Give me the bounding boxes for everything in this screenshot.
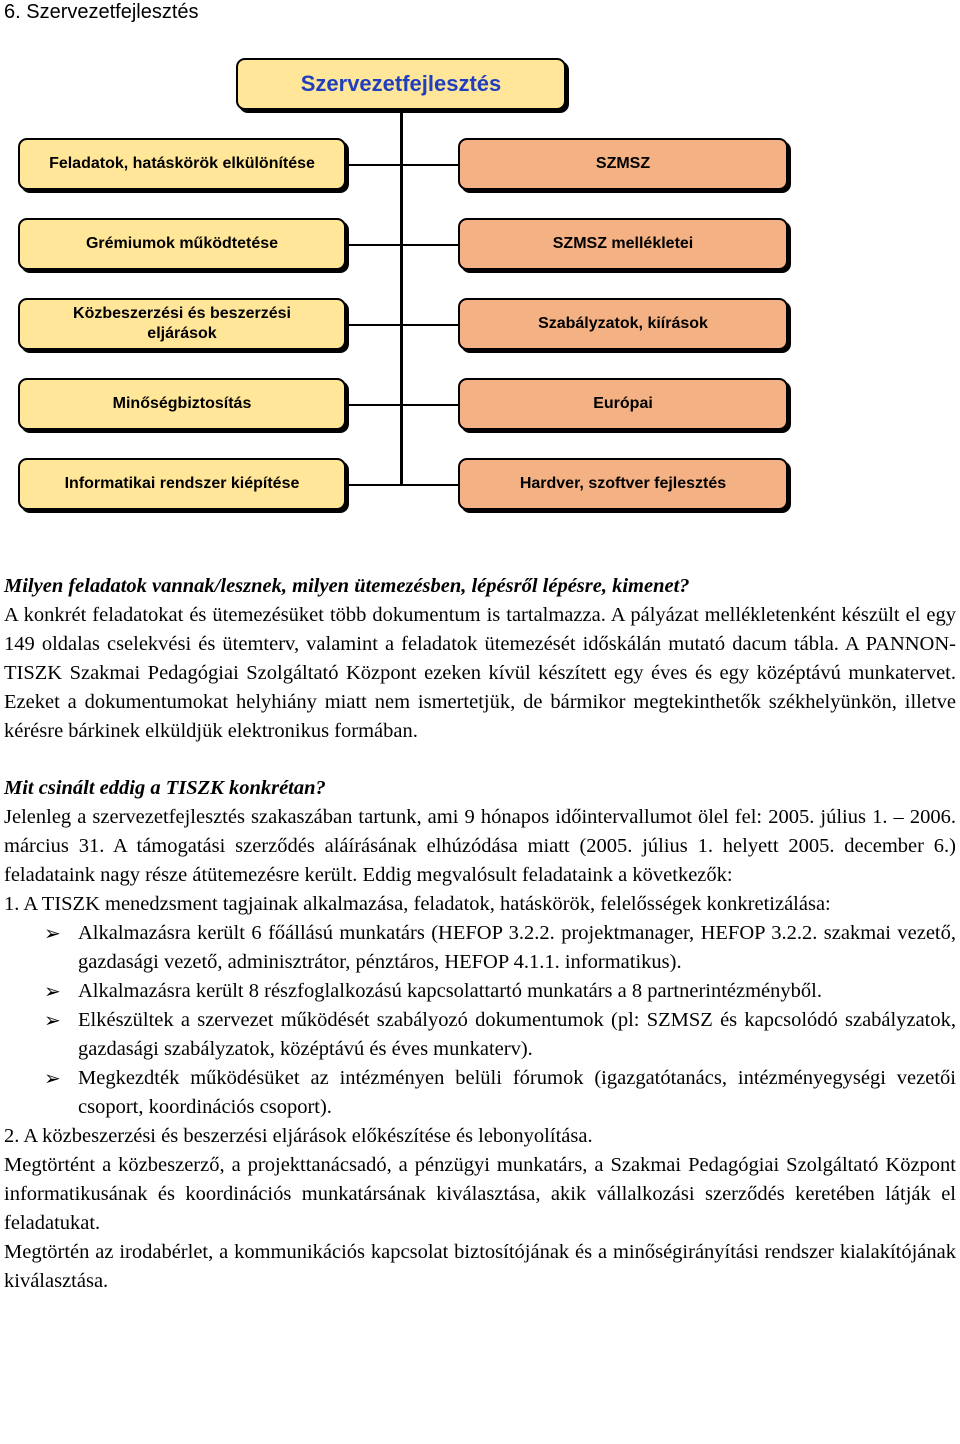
arrow-bullet-icon: ➢ xyxy=(44,921,61,945)
arrow-bullet-icon: ➢ xyxy=(44,1008,61,1032)
right-box-5: Hardver, szoftver fejlesztés xyxy=(458,458,788,510)
left-box-3: Közbeszerzési és beszerzési eljárások xyxy=(18,298,346,350)
left-box-5: Informatikai rendszer kiépítése xyxy=(18,458,346,510)
list-item: ➢ Alkalmazásra került 8 részfoglalkozású kapcsolattartó munkatárs a 8 partnerintézményből. xyxy=(4,977,956,1006)
right-box-2: SZMSZ mellékletei xyxy=(458,218,788,270)
diagram-title-box: Szervezetfejlesztés xyxy=(236,58,566,110)
section-heading: 6. Szervezetfejlesztés xyxy=(4,1,199,23)
left-box-2: Grémiumok működtetése xyxy=(18,218,346,270)
connector-row-5 xyxy=(346,484,458,486)
question-2: Mit csinált eddig a TISZK konkrétan? xyxy=(4,777,326,799)
paragraph-5: Megtörtént a közbeszerző, a projekttanácsadó, a pénzügyi munkatárs, a Szakmai Pedagógiai Szolgáltató Központ informatikusának és koordinációs munkatársának kiválasztása, akik vállalkozási szerződés keretében látják el feladatukat. xyxy=(4,1154,956,1234)
list-item: ➢ Elkészültek a szervezet működését szabályozó dokumentumok (pl: SZMSZ és kapcsolódó szabályzatok, gazdasági szabályzatok, középtávú és éves munkaterv). xyxy=(44,1008,956,1060)
spacer xyxy=(4,746,956,774)
list-item: ➢ Megkezdték működésüket az intézményen belüli fórumok (igazgatótanács, intézményegységi vezetői csoport, koordinációs csoport). xyxy=(44,1066,956,1118)
org-diagram xyxy=(0,0,960,530)
connector-row-1 xyxy=(346,164,458,166)
connector-row-4 xyxy=(346,404,458,406)
arrow-bullet-icon: ➢ xyxy=(44,1066,61,1090)
connector-row-3 xyxy=(346,324,458,326)
paragraph-2: Jelenleg a szervezetfejlesztés szakaszában tartunk, ami 9 hónapos időintervallumot ölel fel: 2005. július 1. – 2006. március 31. A támogatási szerződés aláírásának elhúzódása miatt (2005. július 1. helyett 2005. december 6.) feladataink nagy része átütemezésre került. Eddig megvalósult feladataink a következők: xyxy=(4,806,956,886)
arrow-bullet-icon: ➢ xyxy=(44,979,61,1003)
paragraph-4: 2. A közbeszerzési és beszerzési eljárások előkészítése és lebonyolítása. xyxy=(4,1125,593,1147)
list-item: ➢ Alkalmazásra került 6 főállású munkatárs (HEFOP 3.2.2. projektmanager, HEFOP 3.2.2. szakmai vezető, gazdasági vezető, adminisztrátor, pénztáros, HEFOP 4.1.1. informatikus). xyxy=(44,921,956,973)
right-box-3: Szabályzatok, kiírások xyxy=(458,298,788,350)
left-box-1: Feladatok, hatáskörök elkülönítése xyxy=(18,138,346,190)
paragraph-1: A konkrét feladatokat és ütemezésüket több dokumentum is tartalmazza. A pályázat mellékletenként készült el egy 149 oldalas cselekvési és ütemterv, valamint a feladatok ütemezését időskálán mutató dacum tábla. A PANNON-TISZK Szakmai Pedagógiai Szolgáltató Központ ezeken kívül készített egy éves és egy középtávú munkatervet. Ezeket a dokumentumokat helyhiány miatt nem ismertetjük, de bármikor megtekinthetők székhelyünkön, illetve kérésre bárkinek elküldjük elektronikus formában. xyxy=(4,604,956,742)
bullet-list xyxy=(4,919,956,1122)
paragraph-6: Megtörtén az irodabérlet, a kommunikációs kapcsolat biztosítójának és a minőségirányítási rendszer kialakítójának kiválasztása. xyxy=(4,1241,956,1292)
right-box-4: Európai xyxy=(458,378,788,430)
connector-row-2 xyxy=(346,244,458,246)
question-1: Milyen feladatok vannak/lesznek, milyen ütemezésben, lépésről lépésre, kimenet? xyxy=(4,575,690,597)
paragraph-3: 1. A TISZK menedzsment tagjainak alkalmazása, feladatok, hatáskörök, felelősségek konkretizálása: xyxy=(4,893,831,915)
body-text xyxy=(4,572,956,1296)
left-box-4: Minőségbiztosítás xyxy=(18,378,346,430)
right-box-1: SZMSZ xyxy=(458,138,788,190)
